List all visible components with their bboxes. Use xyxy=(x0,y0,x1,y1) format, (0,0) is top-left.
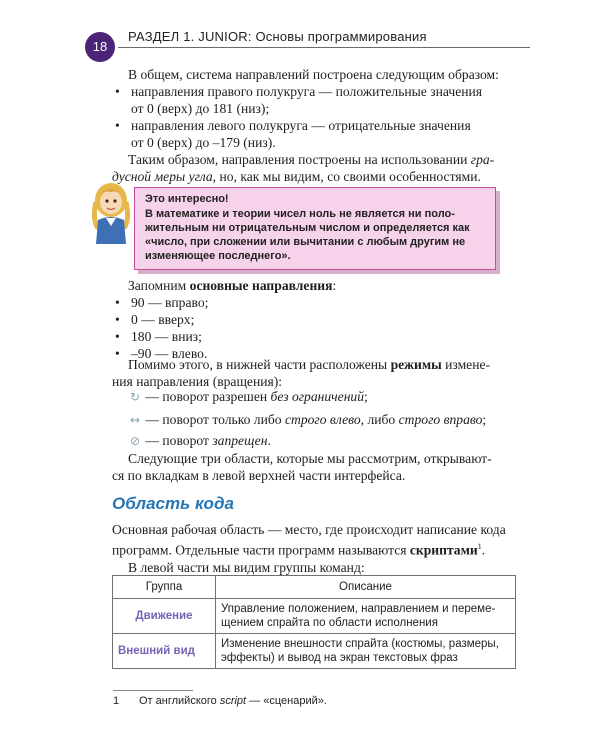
code-area-heading: Область кода xyxy=(112,494,234,513)
rotation-mode-none: ⊘ — поворот запрещен. xyxy=(129,433,271,448)
footnote: 1 От английского script — «сценарий». xyxy=(113,695,327,707)
group-looks: Внешний вид xyxy=(113,634,216,669)
page-number: 18 xyxy=(85,32,115,62)
table-row xyxy=(113,599,516,634)
rotation-mode-left-right: ↔ — поворот только либо строго влево, либо строго вправо; xyxy=(129,412,487,427)
code-area-paragraph: Основная рабочая область — место, где происходит написание кода программ. Отдельные части программ называются скриптами$^1$. В левой части мы видим группы команд: xyxy=(112,522,506,575)
directions-bullet-list xyxy=(115,83,525,151)
table-header-group: Группа xyxy=(113,576,216,599)
rotate-all-around-icon: ↻ xyxy=(129,390,141,404)
group-motion: Движение xyxy=(113,599,216,634)
footnote-rule xyxy=(113,690,193,691)
direction-item: • 0 — вверх; xyxy=(115,311,522,328)
table-header-description: Описание xyxy=(216,576,516,599)
no-rotation-icon: ⊘ xyxy=(129,434,141,448)
degrees-paragraph: Таким образом, направления построены на использовании гра- дусной меры угла, но, как мы видим, со своими особенностями. xyxy=(112,152,495,184)
section-header: РАЗДЕЛ 1. JUNIOR: Основы программирования xyxy=(128,29,427,44)
bullet-left-semicircle: • направления левого полукруга — отрицательные значения от 0 (верх) до –179 (низ). xyxy=(115,117,525,151)
direction-item: • 180 — вниз; xyxy=(115,328,522,345)
group-description: Управление положением, направлением и переме- щением спрайта по области исполнения xyxy=(216,599,516,634)
command-groups-table xyxy=(112,575,516,669)
intro-paragraph: В общем, система направлений построена следующим образом: xyxy=(128,67,499,82)
callout-title: Это интересно! xyxy=(145,193,229,205)
modes-paragraph: Помимо этого, в нижней части расположены режимы измене- ния направления (вращения): xyxy=(112,357,491,389)
direction-item: • 90 — вправо; xyxy=(115,294,522,311)
rotation-mode-free: ↻ — поворот разрешен без ограничений; xyxy=(129,389,368,404)
interesting-fact-callout: Это интересно! В математике и теории чисел ноль не является ни поло- жительным ни отрицательным числом и определяется как «число, при сложении или вычитании с любым другим не изменяющее последнего». xyxy=(134,187,496,270)
footnote-mark: 1 xyxy=(113,695,120,707)
header-rule xyxy=(118,47,530,48)
left-right-icon: ↔ xyxy=(129,413,141,427)
tabs-paragraph: Следующие три области, которые мы рассмотрим, открывают- ся по вкладкам в левой верхней части интерфейса. xyxy=(112,451,492,483)
bullet-right-semicircle: • направления правого полукруга — положительные значения от 0 (верх) до 181 (низ); xyxy=(115,83,525,117)
girl-mascot-icon xyxy=(88,180,134,248)
group-description: Изменение внешности спрайта (костюмы, размеры, эффекты) и вывод на экран текстовых фраз xyxy=(216,634,516,669)
main-directions-block: Запомним основные направления: • 90 — вправо; • 0 — вверх; • 180 — вниз; • –90 — влево. xyxy=(112,277,522,362)
table-header-row xyxy=(113,576,516,599)
direction-item: • –90 — влево. xyxy=(115,345,522,362)
table-row xyxy=(113,634,516,669)
